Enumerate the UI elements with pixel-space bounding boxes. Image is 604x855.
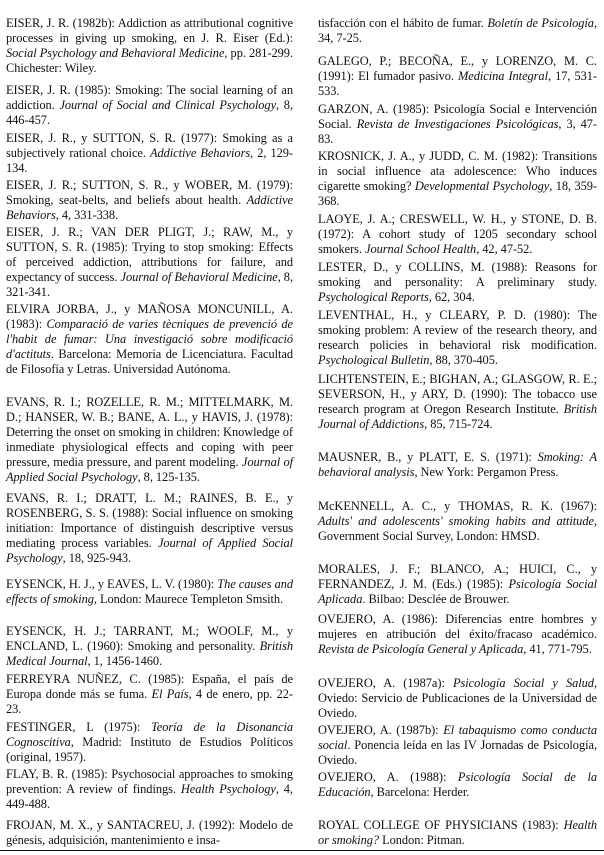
reference-entry: MORALES, J. F.; BLANCO, A.; HUICI, C., y FERNANDEZ, J. M. (Eds.) (1985): Psicología Social Aplicada. Bilbao: Desclée de Brouwer. xyxy=(318,562,597,607)
reference-entry: FESTINGER, L (1975): Teoría de la Disonancia Cognoscitiva, Madrid: Instituto de Estudios Políticos (original, 1957). xyxy=(6,720,293,765)
reference-entry: EISER, J. R.; VAN DER PLIGT, J.; RAW, M., y SUTTON, S. R. (1985): Trying to stop smoking: Effects of perceived addiction, attributions for failure, and expectancy of success. Journal of Behavioral Medicine, 8, 321-341. xyxy=(6,225,293,300)
bottom-rule xyxy=(0,850,604,851)
reference-entry: EVANS, R. I.; DRATT, L. M.; RAINES, B. E., y ROSENBERG, S. S. (1988): Social influence on smoking initiation: Importance of distinguish descriptive versus mediating process variables. Journal of Applied Social Psychology, 18, 925-943. xyxy=(6,491,294,566)
reference-entry: FROJAN, M. X., y SANTACREU, J. (1992): Modelo de génesis, adquisición, mantenimiento e insa- xyxy=(6,818,293,848)
reference-entry: EISER, J. R.; SUTTON, S. R., y WOBER, M. (1979): Smoking, seat-belts, and beliefs about health. Addictive Behaviors, 4, 331-338. xyxy=(6,178,293,223)
reference-entry: tisfacción con el hábito de fumar. Boletín de Psicología, 34, 7-25. xyxy=(318,16,597,46)
reference-entry: McKENNELL, A. C., y THOMAS, R. K. (1967): Adults' and adolescents' smoking habits and attitude, Government Social Survey, London: HMSD. xyxy=(318,499,597,544)
reference-entry: ELVIRA JORBA, J., y MAÑOSA MONCUNILL, A. (1983): Comparació de varies tècniques de prevenció de l'habit de fumar: Una investigació sobre modificació d'actituts. Barcelona: Memoria de Licenciatura. Facultad de Filosofía y Letras. Universidad Autónoma. xyxy=(6,302,293,377)
reference-entry: LEVENTHAL, H., y CLEARY, P. D. (1980): The smoking problem: A review of the research theory, and research policies in behavioral risk modification. Psychological Bulletin, 88, 370-405. xyxy=(318,308,597,368)
reference-entry: KROSNICK, J. A., y JUDD, C. M. (1982): Transitions in social influence ata adolescence: Who induces cigarette smoking? Developmental Psychology, 18, 359-368. xyxy=(318,149,598,209)
reference-entry: EYSENCK, H. J.; TARRANT, M.; WOOLF, M., y ENCLAND, L. (1960): Smoking and personality. British Medical Journal, 1, 1456-1460. xyxy=(6,624,293,669)
reference-entry: FERREYRA NUÑEZ, C. (1985): España, el país de Europa donde más se fuma. El País, 4 de enero, pp. 22-23. xyxy=(6,672,293,717)
reference-entry: MAUSNER, B., y PLATT, E. S. (1971): Smoking: A behavioral analysis, New York: Pergamon Press. xyxy=(318,450,597,480)
reference-entry: EYSENCK, H. J., y EAVES, L. V. (1980): The causes and effects of smoking, London: Maurece Templeton Smsith. xyxy=(6,577,294,607)
reference-entry: LAOYE, J. A.; CRESWELL, W. H., y STONE, D. B. (1972): A cohort study of 1205 secondary school smokers. Journal School Health, 42, 47-52. xyxy=(318,212,597,257)
reference-entry: OVEJERO, A. (1987a): Psicología Social y Salud, Oviedo: Servicio de Publicaciones de la Universidad de Oviedo. xyxy=(318,676,597,721)
reference-entry: OVEJERO, A. (1988): Psicología Social de la Educación, Barcelona: Herder. xyxy=(318,770,597,800)
reference-entry: EISER, J. R. (1982b): Addiction as attributional cognitive processes in giving up smoking, en J. R. Eiser (Ed.): Social Psychology and Behavioral Medicine, pp. 281-299. Chichester: Wiley. xyxy=(6,16,293,76)
reference-entry: LESTER, D., y COLLINS, M. (1988): Reasons for smoking and personality: A preliminary study. Psychological Reports, 62, 304. xyxy=(318,260,597,305)
reference-entry: OVEJERO, A. (1986): Diferencias entre hombres y mujeres en atribución del éxito/fracaso académico. Revista de Psicología General y Aplicada, 41, 771-795. xyxy=(318,612,597,657)
reference-entry: EISER, J. R. (1985): Smoking: The social learning of an addiction. Journal of Social and Clinical Psychology, 8, 446-457. xyxy=(6,83,293,128)
reference-entry: OVEJERO, A. (1987b): El tabaquismo como conducta social. Ponencia leída en las IV Jornadas de Psicología, Oviedo. xyxy=(318,723,597,768)
reference-entry: GALEGO, P.; BECOÑA, E., y LORENZO, M. C. (1991): El fumador pasivo. Medicina Integral, 17, 531-533. xyxy=(318,54,598,99)
reference-entry: EISER, J. R., y SUTTON, S. R. (1977): Smoking as a subjectively rational choice. Addictive Behaviors, 2, 129-134. xyxy=(6,131,293,176)
reference-entry: EVANS, R. I.; ROZELLE, R. M.; MITTELMARK, M. D.; HANSER, W. B.; BANE, A. L., y HAVIS, J. (1978): Deterring the onset on smoking in children: Knowledge of inmediate physiological effects and coping with peer pressure, media pressure, and parent modeling. Journal of Applied Social Psychology, 8, 125-135. xyxy=(6,395,293,485)
reference-entry: ROYAL COLLEGE OF PHYSICIANS (1983): Health or smoking? London: Pitman. xyxy=(318,818,597,848)
reference-entry: FLAY, B. R. (1985): Psychosocial approaches to smoking prevention: A review of findings. Health Psychology, 4, 449-488. xyxy=(6,767,293,812)
reference-entry: LICHTENSTEIN, E.; BIGHAN, A.; GLASGOW, R. E.; SEVERSON, H., y ARY, D. (1990): The tobacco use research program at Oregon Research Institute. British Journal of Addictions, 85, 715-724. xyxy=(318,372,597,432)
reference-entry: GARZON, A. (1985): Psicología Social e Intervención Social. Revista de Investigaciones Psicológicas, 3, 47-83. xyxy=(318,102,597,147)
